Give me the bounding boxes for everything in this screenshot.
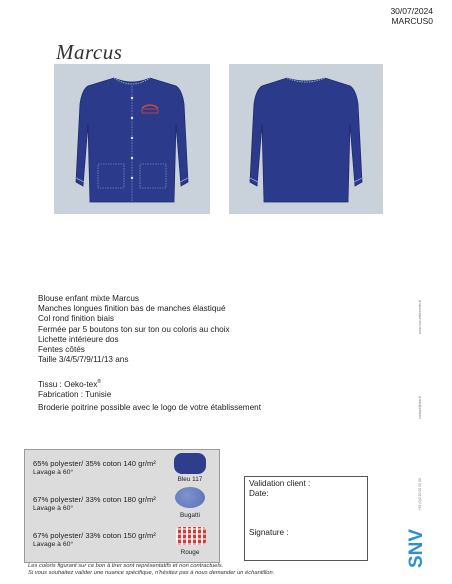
fabric-composition: 67% polyester/ 33% coton 150 gr/m² bbox=[33, 531, 156, 540]
fabric-swatch-rouge[interactable] bbox=[176, 527, 206, 545]
fabric-color-name: Rouge bbox=[180, 549, 200, 556]
description-line: Taille 3/4/5/7/9/11/13 ans bbox=[38, 355, 129, 365]
description-line: Fermée par 5 boutons ton sur ton ou coloris au choix bbox=[38, 324, 230, 334]
fabric-swatch-bugatti[interactable] bbox=[175, 487, 205, 508]
fabric-swatch-bleu[interactable] bbox=[174, 453, 206, 474]
description-line: Fentes côtés bbox=[38, 345, 85, 355]
description-line: Manches longues finition bas de manches élastiqué bbox=[38, 304, 226, 314]
description-line: Col rond finition biais bbox=[38, 314, 115, 324]
tissu-label: Tissu : Oeko-tex bbox=[38, 380, 98, 389]
snv-logo bbox=[404, 514, 426, 570]
validation-date-label: Date: bbox=[249, 489, 269, 498]
footer-line: Si vous souhaitez valider une nuance spécifique, n'hésitez pas à nous demander un échantillon. bbox=[28, 570, 275, 577]
side-contact-mail: contact@snv.fr bbox=[418, 396, 422, 420]
description-line: Lichette intérieure dos bbox=[38, 334, 119, 344]
front-view-panel bbox=[54, 64, 210, 214]
snv-logo-icon bbox=[404, 514, 426, 570]
garment-front-illustration bbox=[54, 64, 210, 214]
fabric-lavage: Lavage à 60° bbox=[33, 469, 74, 476]
footer-line: Les coloris figurant sur ce bon à tirer sont représentatifs et non contractuels. bbox=[28, 563, 224, 569]
garment-back-illustration bbox=[229, 64, 383, 214]
side-contact-phone: +33 (0)3 20 00 00 00 bbox=[418, 478, 422, 511]
footer-disclaimer bbox=[28, 563, 274, 578]
product-description bbox=[38, 294, 230, 365]
fabric-info bbox=[38, 377, 111, 400]
fabrication-label: Fabrication : Tunisie bbox=[38, 390, 112, 400]
fabric-lavage: Lavage à 60° bbox=[33, 505, 74, 512]
fabric-lavage: Lavage à 60° bbox=[33, 541, 74, 548]
description-line: Blouse enfant mixte Marcus bbox=[38, 294, 140, 303]
validation-client-label: Validation client : bbox=[249, 479, 311, 488]
fabric-options-box bbox=[24, 449, 220, 563]
side-contact-web: www.snv-vetements.fr bbox=[418, 300, 422, 335]
fabric-color-name: Bleu 117 bbox=[177, 476, 203, 483]
snv-logo-text: SNV bbox=[406, 528, 426, 568]
product-title: Marcus bbox=[56, 40, 123, 64]
registered-mark: ® bbox=[97, 379, 101, 385]
validation-signature-label: Signature : bbox=[249, 528, 289, 537]
document-reference: MARCUS0 bbox=[391, 16, 433, 26]
document-date: 30/07/2024 bbox=[390, 6, 433, 16]
fabric-composition: 65% polyester/ 35% coton 140 gr/m² bbox=[33, 459, 156, 468]
back-view-panel bbox=[229, 64, 383, 214]
fabric-color-name: Bugatti bbox=[180, 512, 200, 519]
embroidery-note: Broderie poitrine possible avec le logo de votre établissement bbox=[38, 403, 262, 412]
document-header bbox=[390, 6, 433, 26]
fabric-composition: 67% polyester/ 33% coton 180 gr/m² bbox=[33, 495, 156, 504]
validation-box bbox=[244, 476, 368, 561]
